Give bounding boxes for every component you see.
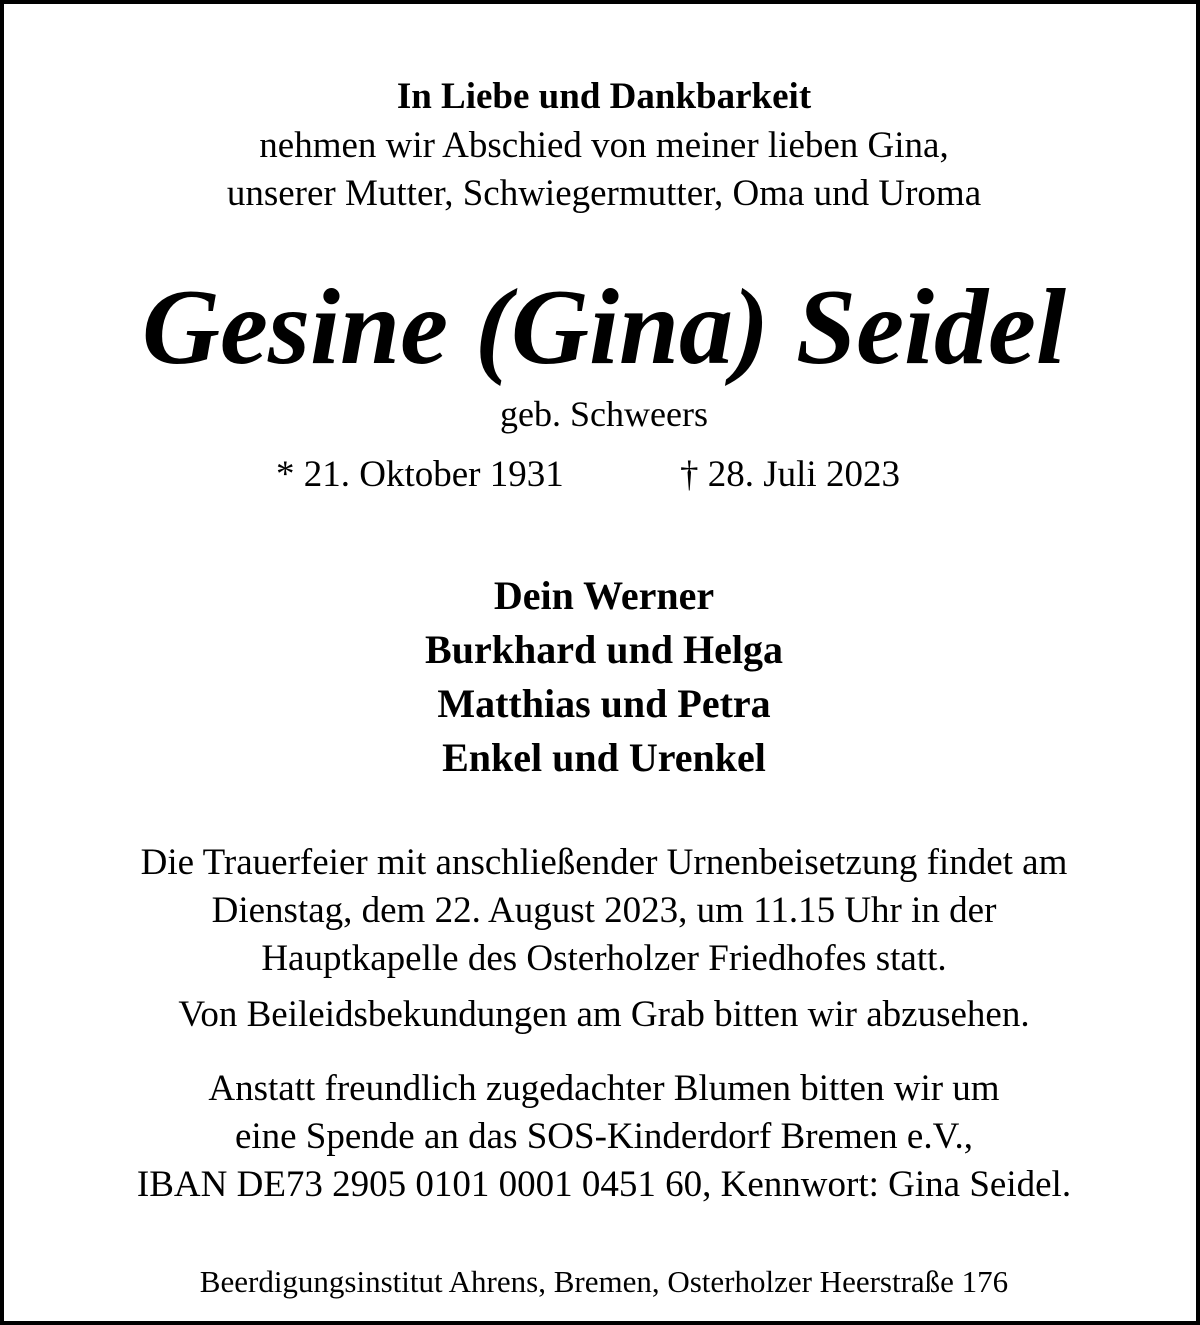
mourner-line: Dein Werner [493,573,715,618]
birth-date: * 21. Oktober 1931 [276,454,564,495]
ceremony-line: Die Trauerfeier mit anschließender Urnenbeisetzung findet am [140,842,1068,883]
intro-heading: In Liebe und Dankbarkeit [396,76,812,117]
ceremony-line: Dienstag, dem 22. August 2023, um 11.15 Uhr in der [211,890,997,931]
mourner-line: Enkel und Urenkel [442,735,766,780]
mourner-line: Burkhard und Helga [425,627,783,672]
funeral-home: Beerdigungsinstitut Ahrens, Bremen, Osterholzer Heerstraße 176 [199,1264,1009,1299]
donation-line: eine Spende an das SOS-Kinderdorf Bremen e.V., [234,1116,974,1157]
death-date: † 28. Juli 2023 [680,454,900,495]
maiden-name: geb. Schweers [500,394,708,434]
condolence-note: Von Beileidsbekundungen am Grab bitten wir abzusehen. [178,994,1030,1035]
ceremony-line: Hauptkapelle des Osterholzer Friedhofes statt. [261,938,947,979]
donation-line: Anstatt freundlich zugedachter Blumen bitten wir um [208,1068,1000,1109]
deceased-name: Gesine (Gina) Seidel [142,268,1066,387]
donation-line: IBAN DE73 2905 0101 0001 0451 60, Kennwort: Gina Seidel. [136,1164,1072,1205]
mourner-line: Matthias und Petra [437,681,771,726]
intro-line: nehmen wir Abschied von meiner lieben Gina, [259,125,949,166]
intro-line: unserer Mutter, Schwiegermutter, Oma und Uroma [226,173,982,214]
